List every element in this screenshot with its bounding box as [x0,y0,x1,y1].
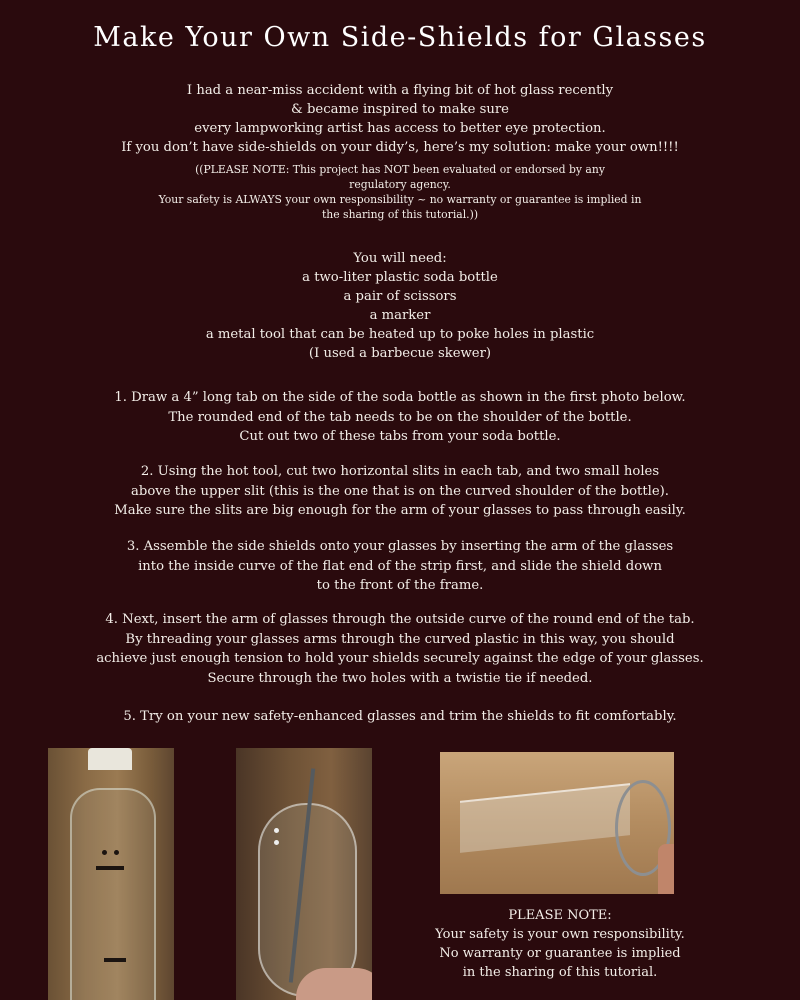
disclaimer-line: the sharing of this tutorial.)) [321,208,479,221]
materials-list [0,249,800,363]
hole-mark [274,840,279,845]
step-line: Secure through the two holes with a twistie tie if needed. [207,670,593,686]
hole-mark [274,828,279,833]
hole-mark [114,850,119,855]
disclaimer-text [0,162,800,222]
finger-shape [658,844,674,894]
step-line: 3. Assemble the side shields onto your glasses by inserting the arm of the glasses [126,539,674,554]
disclaimer-line: Your safety is ALWAYS your own responsibility ~ no warranty or guarantee is implied in [158,193,642,206]
material-item: a pair of scissors [343,289,457,304]
material-item: (I used a barbecue skewer) [308,346,492,361]
disclaimer-line: regulatory agency. [349,178,451,191]
step-line: The rounded end of the tab needs to be on the shoulder of the bottle. [168,409,632,425]
material-item: a marker [369,308,431,323]
intro-line: I had a near-miss accident with a flying bit of hot glass recently [186,83,614,98]
photo-bottle-tab [48,748,174,1000]
material-item: a two-liter plastic soda bottle [302,270,498,285]
step-line: 2. Using the hot tool, cut two horizontal slits in each tab, and two small holes [140,464,660,479]
material-item: a metal tool that can be heated up to poke holes in plastic [205,327,595,342]
photo-note-line: PLEASE NOTE: [508,908,612,923]
step-line: 5. Try on your new safety-enhanced glasses and trim the shields to fit comfortably. [123,709,677,724]
hand-shape [296,968,372,1000]
step-1 [0,388,800,447]
photo-note-line: Your safety is your own responsibility. [435,927,685,942]
slit-mark [104,958,126,962]
slit-mark [96,866,124,870]
photo-note-line: in the sharing of this tutorial. [462,965,658,980]
step-line: to the front of the frame. [316,578,484,593]
step-5 [0,707,800,727]
intro-text [0,81,800,157]
soda-bottle-shape [70,788,156,1000]
step-line: into the inside curve of the flat end of the strip first, and slide the shield down [138,558,662,574]
step-line: Cut out two of these tabs from your soda bottle. [239,429,561,444]
step-line: 4. Next, insert the arm of glasses through the outside curve of the round end of the tab. [105,612,695,627]
step-line: above the upper slit (this is the one that is on the curved shoulder of the bottle). [131,483,669,499]
step-line: 1. Draw a 4” long tab on the side of the soda bottle as shown in the first photo below. [114,390,686,405]
side-shield-shape [460,783,630,853]
photo-note-line: No warranty or guarantee is implied [439,946,681,961]
photo-note [410,906,710,982]
materials-heading: You will need: [353,251,447,266]
intro-line: & became inspired to make sure [291,102,509,117]
step-2 [0,462,800,521]
step-3 [0,537,800,596]
step-4 [0,610,800,688]
intro-line: every lampworking artist has access to better eye protection. [194,121,606,136]
hole-mark [102,850,107,855]
intro-line: If you don’t have side-shields on your didy’s, here’s my solution: make your own!!!! [121,140,679,155]
bottle-cap [88,748,132,770]
photo-shield-on-arm [236,748,372,1000]
page-title: Make Your Own Side-Shields for Glasses [93,22,707,53]
photo-finished-glasses [440,752,674,894]
step-line: achieve just enough tension to hold your shields securely against the edge of your glasses. [96,651,704,666]
disclaimer-line: ((PLEASE NOTE: This project has NOT been evaluated or endorsed by any [195,163,605,176]
step-line: Make sure the slits are big enough for the arm of your glasses to pass through easily. [114,503,686,518]
step-line: By threading your glasses arms through the curved plastic in this way, you should [125,631,675,647]
